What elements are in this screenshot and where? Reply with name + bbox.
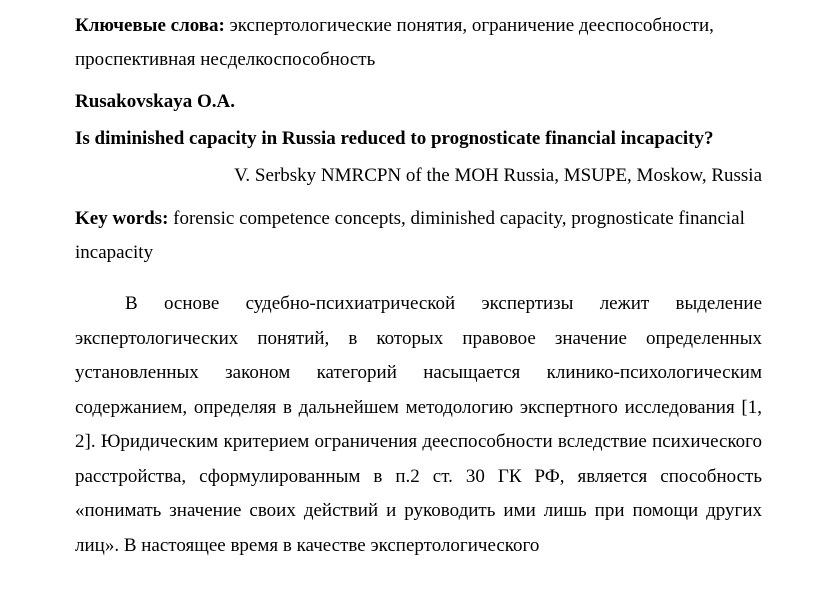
affiliation: V. Serbsky NMRCPN of the MOH Russia, MSUPE, Moskow, Russia [234,165,762,186]
keywords-en-label: Key words: [75,208,169,229]
article-title: Is diminished capacity in Russia reduced to prognosticate financial incapacity? [75,128,714,149]
keywords-ru [75,9,762,77]
document-content [75,9,762,563]
keywords-ru-text: экспертологические понятия, ограничение дееспособности, проспективная несделкоспособность [75,15,714,70]
keywords-en-text: forensic competence concepts, diminished capacity, prognosticate financial incapacity [75,208,745,263]
body-paragraph: В основе судебно-психиатрической экспертизы лежит выделение экспертологических понятий, в которых правовое значение определенных установленных законом категорий насыщается клинико-психологическим содержанием, определяя в дальнейшем методологию экспертного исследования [1, 2]. Юридическим критерием ограничения дееспособности вследствие психического расстройства, сформулированным в п.2 ст. 30 ГК РФ, является способность «понимать значение своих действий и руководить ими лишь при помощи других лиц». В настоящее время в качестве экспертологического [75,293,762,556]
author-name: Rusakovskaya O.A. [75,91,235,112]
keywords-en [75,202,762,270]
keywords-ru-label: Ключевые слова: [75,15,225,36]
